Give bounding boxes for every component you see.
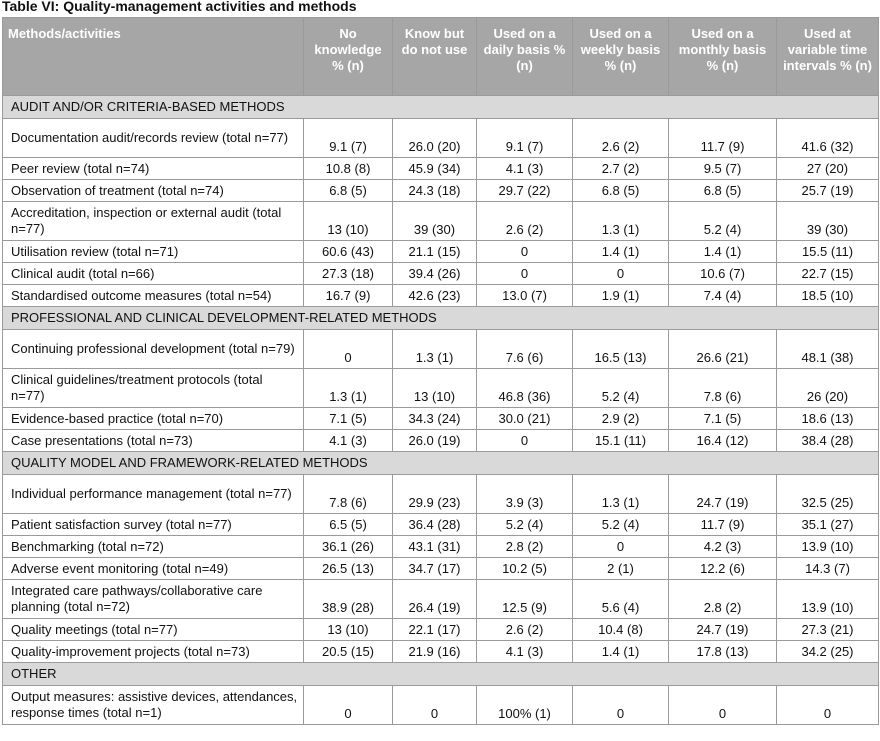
table-cell: 7.4 (4)	[669, 285, 777, 307]
table-cell: 5.2 (4)	[573, 514, 669, 536]
column-header: No knowledge % (n)	[304, 18, 393, 96]
table-cell: 26.0 (19)	[393, 430, 477, 452]
table-row	[3, 330, 879, 369]
table-cell: 22.1 (17)	[393, 619, 477, 641]
table-cell: 34.3 (24)	[393, 408, 477, 430]
table-row	[3, 202, 879, 241]
table-row	[3, 514, 879, 536]
table-cell: 26.6 (21)	[669, 330, 777, 369]
table-row	[3, 475, 879, 514]
row-label: Observation of treatment (total n=74)	[3, 180, 304, 202]
table-cell: 30.0 (21)	[477, 408, 573, 430]
table-row	[3, 619, 879, 641]
table-row	[3, 369, 879, 408]
table-cell: 24.7 (19)	[669, 619, 777, 641]
table-cell: 2.6 (2)	[573, 119, 669, 158]
table-cell: 18.6 (13)	[777, 408, 879, 430]
quality-management-table	[2, 17, 879, 725]
table-cell: 2.8 (2)	[477, 536, 573, 558]
row-label: Individual performance management (total n=77)	[3, 475, 304, 514]
table-cell: 7.1 (5)	[304, 408, 393, 430]
table-cell: 10.4 (8)	[573, 619, 669, 641]
table-cell: 17.8 (13)	[669, 641, 777, 663]
table-cell: 16.4 (12)	[669, 430, 777, 452]
table-row	[3, 580, 879, 619]
row-label: Documentation audit/records review (total n=77)	[3, 119, 304, 158]
table-cell: 18.5 (10)	[777, 285, 879, 307]
table-cell: 15.5 (11)	[777, 241, 879, 263]
table-cell: 11.7 (9)	[669, 514, 777, 536]
table-cell: 13.9 (10)	[777, 580, 879, 619]
row-label: Quality meetings (total n=77)	[3, 619, 304, 641]
table-cell: 0	[393, 686, 477, 725]
table-cell: 38.4 (28)	[777, 430, 879, 452]
column-header: Used at variable time intervals % (n)	[777, 18, 879, 96]
table-cell: 21.1 (15)	[393, 241, 477, 263]
table-cell: 45.9 (34)	[393, 158, 477, 180]
table-cell: 10.8 (8)	[304, 158, 393, 180]
table-cell: 27.3 (21)	[777, 619, 879, 641]
table-row	[3, 241, 879, 263]
table-cell: 2.6 (2)	[477, 202, 573, 241]
table-cell: 9.1 (7)	[477, 119, 573, 158]
table-cell: 7.6 (6)	[477, 330, 573, 369]
table-cell: 6.8 (5)	[573, 180, 669, 202]
table-cell: 22.7 (15)	[777, 263, 879, 285]
table-cell: 1.3 (1)	[393, 330, 477, 369]
table-row	[3, 430, 879, 452]
table-cell: 5.6 (4)	[573, 580, 669, 619]
table-cell: 13.9 (10)	[777, 536, 879, 558]
table-cell: 1.3 (1)	[573, 475, 669, 514]
table-cell: 21.9 (16)	[393, 641, 477, 663]
table-cell: 32.5 (25)	[777, 475, 879, 514]
section-header-row	[3, 452, 879, 475]
table-cell: 14.3 (7)	[777, 558, 879, 580]
table-cell: 2 (1)	[573, 558, 669, 580]
table-cell: 6.8 (5)	[669, 180, 777, 202]
column-header: Used on a monthly basis % (n)	[669, 18, 777, 96]
row-label: Output measures: assistive devices, attendances, response times (total n=1)	[3, 686, 304, 725]
table-title: Table VI: Quality-management activities and methods	[2, 0, 357, 14]
table-cell: 46.8 (36)	[477, 369, 573, 408]
table-cell: 24.7 (19)	[669, 475, 777, 514]
row-label: Utilisation review (total n=71)	[3, 241, 304, 263]
table-cell: 34.2 (25)	[777, 641, 879, 663]
table-cell: 26.4 (19)	[393, 580, 477, 619]
row-label: Integrated care pathways/collaborative care planning (total n=72)	[3, 580, 304, 619]
table-row	[3, 536, 879, 558]
table-cell: 4.1 (3)	[304, 430, 393, 452]
table-cell: 29.9 (23)	[393, 475, 477, 514]
table-cell: 27 (20)	[777, 158, 879, 180]
row-label: Accreditation, inspection or external audit (total n=77)	[3, 202, 304, 241]
table-row	[3, 558, 879, 580]
table-cell: 5.2 (4)	[669, 202, 777, 241]
table-cell: 9.5 (7)	[669, 158, 777, 180]
table-cell: 39.4 (26)	[393, 263, 477, 285]
table-cell: 48.1 (38)	[777, 330, 879, 369]
table-cell: 15.1 (11)	[573, 430, 669, 452]
table-cell: 4.2 (3)	[669, 536, 777, 558]
table-cell: 26.5 (13)	[304, 558, 393, 580]
table-cell: 1.3 (1)	[573, 202, 669, 241]
header-row	[3, 18, 879, 96]
table-cell: 0	[573, 686, 669, 725]
column-header: Used on a weekly basis % (n)	[573, 18, 669, 96]
table-cell: 13 (10)	[304, 619, 393, 641]
row-label: Case presentations (total n=73)	[3, 430, 304, 452]
table-cell: 6.5 (5)	[304, 514, 393, 536]
row-label: Peer review (total n=74)	[3, 158, 304, 180]
table-row	[3, 285, 879, 307]
table-cell: 0	[777, 686, 879, 725]
section-title: OTHER	[3, 663, 879, 686]
table-cell: 7.1 (5)	[669, 408, 777, 430]
table-cell: 39 (30)	[777, 202, 879, 241]
table-cell: 38.9 (28)	[304, 580, 393, 619]
table-cell: 20.5 (15)	[304, 641, 393, 663]
table-row	[3, 686, 879, 725]
table-cell: 13.0 (7)	[477, 285, 573, 307]
table-cell: 2.7 (2)	[573, 158, 669, 180]
table-row	[3, 119, 879, 158]
table-cell: 1.4 (1)	[669, 241, 777, 263]
section-title: PROFESSIONAL AND CLINICAL DEVELOPMENT-RELATED METHODS	[3, 307, 879, 330]
table-body	[3, 96, 879, 725]
row-label: Clinical guidelines/treatment protocols (total n=77)	[3, 369, 304, 408]
table-cell: 9.1 (7)	[304, 119, 393, 158]
table-cell: 13 (10)	[304, 202, 393, 241]
table-cell: 39 (30)	[393, 202, 477, 241]
table-cell: 36.1 (26)	[304, 536, 393, 558]
row-label: Patient satisfaction survey (total n=77)	[3, 514, 304, 536]
table-cell: 11.7 (9)	[669, 119, 777, 158]
table-cell: 7.8 (6)	[304, 475, 393, 514]
table-cell: 13 (10)	[393, 369, 477, 408]
table-cell: 27.3 (18)	[304, 263, 393, 285]
table-cell: 0	[477, 241, 573, 263]
table-cell: 1.4 (1)	[573, 241, 669, 263]
table-row	[3, 158, 879, 180]
table-cell: 0	[304, 330, 393, 369]
table-cell: 4.1 (3)	[477, 641, 573, 663]
table-cell: 0	[477, 263, 573, 285]
table-cell: 0	[573, 263, 669, 285]
table-cell: 2.6 (2)	[477, 619, 573, 641]
table-cell: 1.3 (1)	[304, 369, 393, 408]
table-cell: 34.7 (17)	[393, 558, 477, 580]
table-row	[3, 180, 879, 202]
row-label: Continuing professional development (total n=79)	[3, 330, 304, 369]
table-cell: 3.9 (3)	[477, 475, 573, 514]
section-title: AUDIT AND/OR CRITERIA-BASED METHODS	[3, 96, 879, 119]
table-cell: 42.6 (23)	[393, 285, 477, 307]
table-cell: 35.1 (27)	[777, 514, 879, 536]
table-cell: 0	[304, 686, 393, 725]
row-label: Adverse event monitoring (total n=49)	[3, 558, 304, 580]
table-row	[3, 641, 879, 663]
section-header-row	[3, 307, 879, 330]
section-title: QUALITY MODEL AND FRAMEWORK-RELATED METHODS	[3, 452, 879, 475]
table-row	[3, 263, 879, 285]
table-row	[3, 408, 879, 430]
section-header-row	[3, 663, 879, 686]
table-cell: 5.2 (4)	[573, 369, 669, 408]
table-cell: 4.1 (3)	[477, 158, 573, 180]
column-header: Used on a daily basis % (n)	[477, 18, 573, 96]
table-cell: 36.4 (28)	[393, 514, 477, 536]
row-label: Quality-improvement projects (total n=73)	[3, 641, 304, 663]
table-cell: 26 (20)	[777, 369, 879, 408]
table-cell: 43.1 (31)	[393, 536, 477, 558]
column-header: Know but do not use	[393, 18, 477, 96]
table-cell: 0	[477, 430, 573, 452]
section-header-row	[3, 96, 879, 119]
table-cell: 5.2 (4)	[477, 514, 573, 536]
row-label: Benchmarking (total n=72)	[3, 536, 304, 558]
table-cell: 10.2 (5)	[477, 558, 573, 580]
table-cell: 0	[573, 536, 669, 558]
table-cell: 12.5 (9)	[477, 580, 573, 619]
table-cell: 0	[669, 686, 777, 725]
table-cell: 6.8 (5)	[304, 180, 393, 202]
table-cell: 26.0 (20)	[393, 119, 477, 158]
table-cell: 29.7 (22)	[477, 180, 573, 202]
table-cell: 60.6 (43)	[304, 241, 393, 263]
table-cell: 7.8 (6)	[669, 369, 777, 408]
table-cell: 25.7 (19)	[777, 180, 879, 202]
table-cell: 10.6 (7)	[669, 263, 777, 285]
table-cell: 1.4 (1)	[573, 641, 669, 663]
table-cell: 2.8 (2)	[669, 580, 777, 619]
row-label: Standardised outcome measures (total n=54)	[3, 285, 304, 307]
table-cell: 12.2 (6)	[669, 558, 777, 580]
table-cell: 2.9 (2)	[573, 408, 669, 430]
table-cell: 1.9 (1)	[573, 285, 669, 307]
row-label: Evidence-based practice (total n=70)	[3, 408, 304, 430]
column-header: Methods/activities	[3, 18, 304, 96]
table-cell: 16.7 (9)	[304, 285, 393, 307]
table-cell: 41.6 (32)	[777, 119, 879, 158]
table-cell: 100% (1)	[477, 686, 573, 725]
table-cell: 24.3 (18)	[393, 180, 477, 202]
table-cell: 16.5 (13)	[573, 330, 669, 369]
row-label: Clinical audit (total n=66)	[3, 263, 304, 285]
